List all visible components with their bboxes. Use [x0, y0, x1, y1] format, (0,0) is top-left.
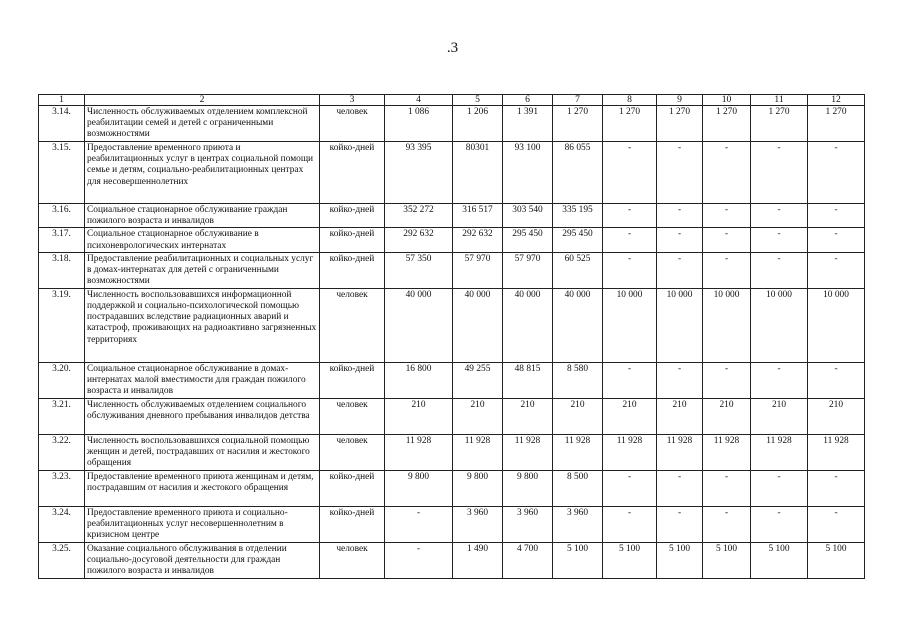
indicator-name-cell: Предоставление временного приюта женщинам и детям, пострадавшим от насилия и жестокого обращения [85, 470, 320, 506]
indicator-name-cell: Социальное стационарное обслуживание в психоневрологических интернатах [85, 228, 320, 252]
value-cell: 3 960 [453, 506, 503, 542]
table-row [39, 228, 865, 252]
value-cell: 86 055 [553, 142, 603, 204]
value-cell: - [808, 506, 865, 542]
indicator-name-cell: Численность обслуживаемых отделением комплексной реабилитации семей и детей с ограниченными возможностями [85, 106, 320, 142]
column-header: 12 [808, 95, 865, 106]
value-cell: 57 970 [503, 252, 553, 288]
value-cell: 10 000 [657, 288, 703, 362]
value-cell: 4 700 [503, 542, 553, 578]
value-cell: - [703, 362, 751, 398]
table-row [39, 288, 865, 362]
indicator-name-cell: Предоставление временного приюта и реабилитационных услуг в центрах социальной помощи семье и детям, социально-реабилитационных центрах для несовершеннолетних [85, 142, 320, 204]
value-cell: - [385, 506, 453, 542]
value-cell: 11 928 [503, 434, 553, 470]
value-cell: 49 255 [453, 362, 503, 398]
value-cell: - [657, 470, 703, 506]
indicator-name-cell: Оказание социального обслуживания в отделении социально-досуговой деятельности для граждан пожилого возраста и инвалидов [85, 542, 320, 578]
value-cell: 10 000 [703, 288, 751, 362]
value-cell: 292 632 [385, 228, 453, 252]
column-header: 10 [703, 95, 751, 106]
value-cell: 1 490 [453, 542, 503, 578]
value-cell: - [385, 542, 453, 578]
indicator-name-cell: Численность воспользовавшихся социальной помощью женщин и детей, пострадавших от насилия и жестокого обращения [85, 434, 320, 470]
value-cell: 11 928 [453, 434, 503, 470]
value-cell: 16 800 [385, 362, 453, 398]
value-cell: 1 206 [453, 106, 503, 142]
column-header: 11 [751, 95, 808, 106]
value-cell: - [808, 470, 865, 506]
value-cell: 60 525 [553, 252, 603, 288]
unit-cell: человек [320, 542, 385, 578]
row-number-cell: 3.19. [39, 288, 85, 362]
value-cell: 210 [657, 398, 703, 434]
value-cell: 5 100 [751, 542, 808, 578]
row-number-cell: 3.24. [39, 506, 85, 542]
value-cell: - [808, 204, 865, 228]
value-cell: - [808, 228, 865, 252]
indicator-name-cell: Социальное стационарное обслуживание в домах-интернатах малой вместимости для граждан пожилого возраста и инвалидов [85, 362, 320, 398]
value-cell: 5 100 [808, 542, 865, 578]
value-cell: - [751, 362, 808, 398]
value-cell: - [703, 252, 751, 288]
unit-cell: койко-дней [320, 252, 385, 288]
value-cell: - [751, 204, 808, 228]
value-cell: 335 195 [553, 204, 603, 228]
column-header: 8 [603, 95, 657, 106]
value-cell: 40 000 [553, 288, 603, 362]
indicator-name-cell: Предоставление реабилитационных и социальных услуг в домах-интернатах для детей с ограниченными возможностями [85, 252, 320, 288]
value-cell: 9 800 [503, 470, 553, 506]
value-cell: 1 270 [751, 106, 808, 142]
value-cell: 295 450 [553, 228, 603, 252]
value-cell: 316 517 [453, 204, 503, 228]
value-cell: 3 960 [503, 506, 553, 542]
value-cell: - [657, 142, 703, 204]
column-header: 2 [85, 95, 320, 106]
value-cell: 5 100 [703, 542, 751, 578]
row-number-cell: 3.14. [39, 106, 85, 142]
data-table [38, 94, 865, 579]
value-cell: - [751, 142, 808, 204]
table-row [39, 204, 865, 228]
value-cell: 1 270 [603, 106, 657, 142]
value-cell: - [703, 142, 751, 204]
value-cell: 1 270 [553, 106, 603, 142]
value-cell: - [603, 228, 657, 252]
value-cell: 40 000 [503, 288, 553, 362]
value-cell: - [603, 362, 657, 398]
unit-cell: койко-дней [320, 142, 385, 204]
value-cell: 8 580 [553, 362, 603, 398]
unit-cell: койко-дней [320, 470, 385, 506]
value-cell: 93 395 [385, 142, 453, 204]
value-cell: 210 [553, 398, 603, 434]
value-cell: 40 000 [385, 288, 453, 362]
value-cell: 352 272 [385, 204, 453, 228]
value-cell: 8 500 [553, 470, 603, 506]
value-cell: - [808, 142, 865, 204]
value-cell: - [751, 228, 808, 252]
row-number-cell: 3.17. [39, 228, 85, 252]
row-number-cell: 3.15. [39, 142, 85, 204]
value-cell: - [657, 362, 703, 398]
value-cell: 48 815 [503, 362, 553, 398]
value-cell: - [751, 470, 808, 506]
value-cell: 210 [751, 398, 808, 434]
unit-cell: койко-дней [320, 204, 385, 228]
value-cell: 1 391 [503, 106, 553, 142]
value-cell: - [657, 252, 703, 288]
indicator-name-cell: Социальное стационарное обслуживание граждан пожилого возраста и инвалидов [85, 204, 320, 228]
column-header: 3 [320, 95, 385, 106]
unit-cell: человек [320, 434, 385, 470]
value-cell: - [751, 252, 808, 288]
table-row [39, 362, 865, 398]
value-cell: 1 270 [808, 106, 865, 142]
table-row [39, 470, 865, 506]
row-number-cell: 3.22. [39, 434, 85, 470]
value-cell: 93 100 [503, 142, 553, 204]
value-cell: 292 632 [453, 228, 503, 252]
value-cell: 80301 [453, 142, 503, 204]
value-cell: 11 928 [657, 434, 703, 470]
value-cell: 5 100 [553, 542, 603, 578]
value-cell: 210 [385, 398, 453, 434]
indicator-name-cell: Предоставление временного приюта и социально-реабилитационных услуг несовершеннолетним в кризисном центре [85, 506, 320, 542]
unit-cell: койко-дней [320, 506, 385, 542]
value-cell: 210 [453, 398, 503, 434]
value-cell: 57 970 [453, 252, 503, 288]
row-number-cell: 3.20. [39, 362, 85, 398]
value-cell: 210 [603, 398, 657, 434]
value-cell: 1 086 [385, 106, 453, 142]
value-cell: 10 000 [603, 288, 657, 362]
unit-cell: человек [320, 398, 385, 434]
value-cell: 1 270 [703, 106, 751, 142]
value-cell: - [657, 204, 703, 228]
value-cell: - [603, 470, 657, 506]
value-cell: 11 928 [553, 434, 603, 470]
value-cell: - [703, 204, 751, 228]
value-cell: - [751, 506, 808, 542]
value-cell: 3 960 [553, 506, 603, 542]
value-cell: 11 928 [603, 434, 657, 470]
column-header: 5 [453, 95, 503, 106]
value-cell: 5 100 [603, 542, 657, 578]
column-header: 4 [385, 95, 453, 106]
value-cell: 11 928 [385, 434, 453, 470]
value-cell: - [703, 228, 751, 252]
row-number-cell: 3.25. [39, 542, 85, 578]
value-cell: 11 928 [703, 434, 751, 470]
column-header: 6 [503, 95, 553, 106]
value-cell: 10 000 [751, 288, 808, 362]
table-row [39, 506, 865, 542]
table-header-row [39, 95, 865, 106]
column-header: 9 [657, 95, 703, 106]
row-number-cell: 3.21. [39, 398, 85, 434]
value-cell: - [603, 506, 657, 542]
value-cell: 210 [808, 398, 865, 434]
value-cell: - [808, 362, 865, 398]
row-number-cell: 3.18. [39, 252, 85, 288]
value-cell: 40 000 [453, 288, 503, 362]
value-cell: 1 270 [657, 106, 703, 142]
row-number-cell: 3.16. [39, 204, 85, 228]
value-cell: 295 450 [503, 228, 553, 252]
value-cell: - [703, 470, 751, 506]
value-cell: 303 540 [503, 204, 553, 228]
table-row [39, 106, 865, 142]
value-cell: 210 [503, 398, 553, 434]
table-row [39, 542, 865, 578]
table-row [39, 252, 865, 288]
value-cell: 9 800 [453, 470, 503, 506]
indicator-name-cell: Численность обслуживаемых отделением социального обслуживания дневного пребывания инвалидов детства [85, 398, 320, 434]
value-cell: 9 800 [385, 470, 453, 506]
unit-cell: человек [320, 288, 385, 362]
unit-cell: койко-дней [320, 228, 385, 252]
column-header: 7 [553, 95, 603, 106]
value-cell: 57 350 [385, 252, 453, 288]
value-cell: - [603, 204, 657, 228]
value-cell: 11 928 [751, 434, 808, 470]
table-row [39, 142, 865, 204]
value-cell: 10 000 [808, 288, 865, 362]
indicator-name-cell: Численность воспользовавшихся информационной поддержкой и социально-психологической помощью пострадавших вследствие радиационных аварий и катастроф, проживающих на радиоактивно загрязненных территориях [85, 288, 320, 362]
table-row [39, 398, 865, 434]
value-cell: - [703, 506, 751, 542]
value-cell: - [603, 142, 657, 204]
value-cell: - [657, 228, 703, 252]
value-cell: - [603, 252, 657, 288]
unit-cell: человек [320, 106, 385, 142]
row-number-cell: 3.23. [39, 470, 85, 506]
table-row [39, 434, 865, 470]
value-cell: 210 [703, 398, 751, 434]
unit-cell: койко-дней [320, 362, 385, 398]
value-cell: 11 928 [808, 434, 865, 470]
value-cell: - [657, 506, 703, 542]
value-cell: - [808, 252, 865, 288]
value-cell: 5 100 [657, 542, 703, 578]
column-header: 1 [39, 95, 85, 106]
page-number: .3 [446, 40, 459, 56]
